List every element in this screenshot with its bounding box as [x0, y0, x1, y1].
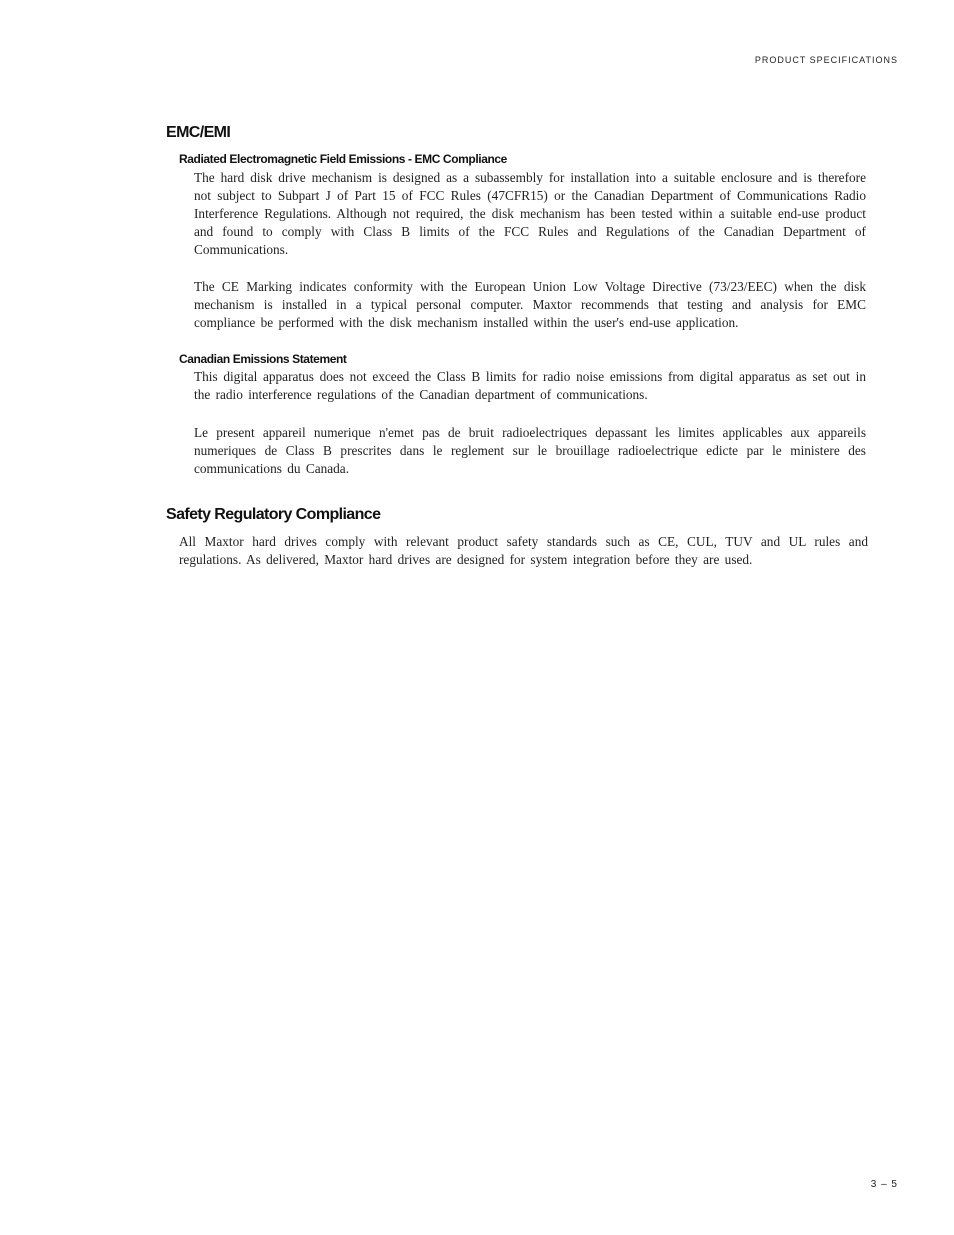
section-title-safety: Safety Regulatory Compliance — [166, 506, 381, 523]
paragraph-radiated-emissions-2: The CE Marking indicates conformity with the European Union Low Voltage Directive (73/23/EEC) when the disk mechanism is installed in a typical personal computer. Maxtor recommends that testing and analysis for EMC compliance be performed with the disk mechanism installed within the user's end-use application. — [194, 279, 866, 330]
section-title-emc: EMC/EMI — [166, 124, 231, 141]
paragraph-canadian-emissions-english: This digital apparatus does not exceed the Class B limits for radio noise emissions from digital apparatus as set out in the radio interference regulations of the Canadian department of communications. — [194, 369, 866, 402]
paragraph-safety-compliance: All Maxtor hard drives comply with relevant product safety standards such as CE, CUL, TUV and UL rules and regulations. As delivered, Maxtor hard drives are designed for system integration before they are used. — [179, 534, 868, 567]
running-header: PRODUCT SPECIFICATIONS — [754, 55, 898, 65]
subsection-heading-radiated-emissions: Radiated Electromagnetic Field Emissions - EMC Compliance — [179, 152, 507, 166]
paragraph-canadian-emissions-french: Le present appareil numerique n'emet pas de bruit radioelectriques depassant les limites applicables aux appareils numeriques de Class B prescrites dans le reglement sur le brouillage radioelectrique edicte par le ministere des communications du Canada. — [194, 425, 866, 476]
page-number: 3 – 5 — [870, 1179, 898, 1190]
paragraph-radiated-emissions-1: The hard disk drive mechanism is designed as a subassembly for installation into a suitable enclosure and is therefore not subject to Subpart J of Part 15 of FCC Rules (47CFR15) or the Canadian Department of Communications Radio Interference Regulations. Although not required, the disk mechanism has been tested within a suitable end-use product and found to comply with Class B limits of the FCC Rules and Regulations of the Canadian Department of Communications. — [194, 170, 866, 257]
subsection-heading-canadian-emissions: Canadian Emissions Statement — [179, 352, 347, 366]
